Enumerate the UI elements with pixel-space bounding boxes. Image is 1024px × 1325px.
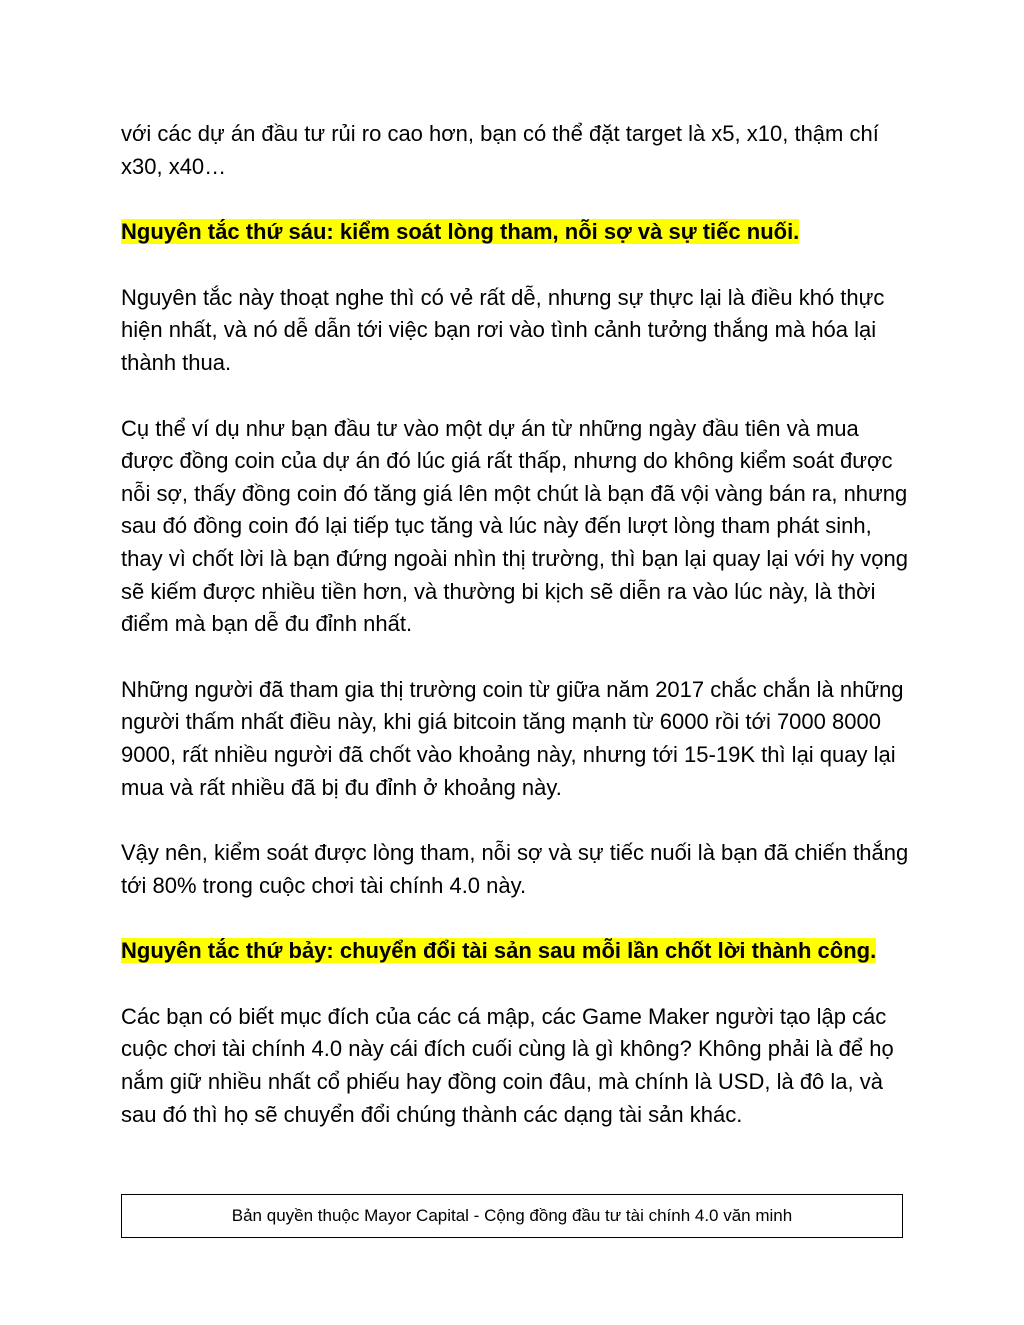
paragraph-principle-seven: Các bạn có biết mục đích của các cá mập, các Game Maker người tạo lập các cuộc chơi tài chính 4.0 này cái đích cuối cùng là gì không? Không phải là để họ nắm giữ nhiều nhất cổ phiếu hay đồng coin đâu, mà chính là USD, là đô la, và sau đó thì họ sẽ chuyển đổi chúng thành các dạng tài sản khác. [121,1003,894,1127]
heading-principle-seven-text: Nguyên tắc thứ bảy: chuyển đổi tài sản sau mỗi lần chốt lời thành công. [121,938,877,964]
document-page [121,118,911,1164]
paragraph-principle-six-summary: Nguyên tắc này thoạt nghe thì có vẻ rất dễ, nhưng sự thực lại là điều khó thực hiện nhất, và nó dễ dẫn tới việc bạn rơi vào tình cảnh tưởng thắng mà hóa lại thành thua. [121,284,885,375]
paragraph-intro: với các dự án đầu tư rủi ro cao hơn, bạn có thể đặt target là x5, x10, thậm chí x30, x40… [121,121,879,179]
heading-principle-six-text: Nguyên tắc thứ sáu: kiểm soát lòng tham, nỗi sợ và sự tiếc nuối. [121,219,800,245]
footer-copyright-text: Bản quyền thuộc Mayor Capital - Cộng đồng đầu tư tài chính 4.0 văn minh [231,1206,793,1225]
heading-principle-seven [121,935,911,968]
paragraph-principle-six-example: Cụ thể ví dụ như bạn đầu tư vào một dự án từ những ngày đầu tiên và mua được đồng coin của dự án đó lúc giá rất thấp, nhưng do không kiểm soát được nỗi sợ, thấy đồng coin đó tăng giá lên một chút là bạn đã vội vàng bán ra, nhưng sau đó đồng coin đó lại tiếp tục tăng và lúc này đến lượt lòng tham phát sinh, thay vì chốt lời là bạn đứng ngoài nhìn thị trường, thì bạn lại quay lại với hy vọng sẽ kiếm được nhiều tiền hơn, và thường bi kịch sẽ diễn ra vào lúc này, là thời điểm mà bạn dễ đu đỉnh nhất. [121,415,908,637]
heading-principle-six [121,216,911,249]
footer-copyright-box [121,1194,903,1238]
paragraph-bitcoin-2017: Những người đã tham gia thị trường coin từ giữa năm 2017 chắc chắn là những người thấm nhất điều này, khi giá bitcoin tăng mạnh từ 6000 rồi tới 7000 8000 9000, rất nhiều người đã chốt vào khoảng này, nhưng tới 15-19K thì lại quay lại mua và rất nhiều đã bị đu đỉnh ở khoảng này. [121,676,904,800]
paragraph-conclusion: Vậy nên, kiểm soát được lòng tham, nỗi sợ và sự tiếc nuối là bạn đã chiến thắng tới 80% trong cuộc chơi tài chính 4.0 này. [121,840,909,898]
